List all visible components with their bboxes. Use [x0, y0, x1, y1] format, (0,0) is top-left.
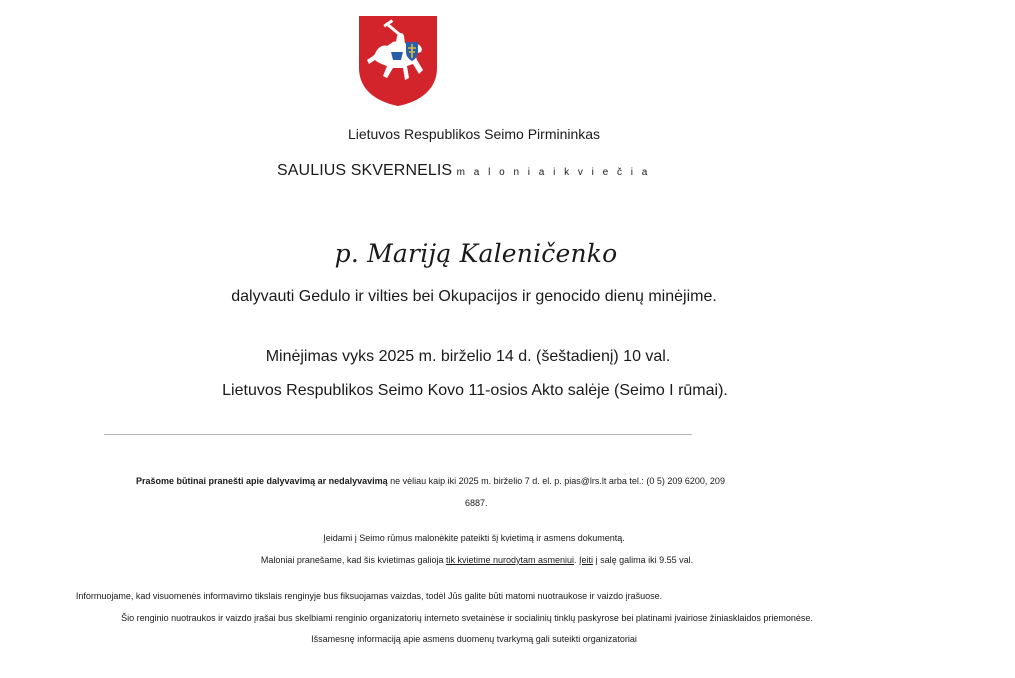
invites-text: m a l o n i a i k v i e č i a	[456, 167, 651, 178]
rsvp-note	[136, 476, 725, 486]
footer-line-1: Informuojame, kad visuomenės informavimo tikslais renginyje bus fiksuojamas vaizdas, todėl Jūs galite būti matomi nuotraukose ir vaizdo įrašuose.	[75, 591, 663, 601]
organization-title: Lietuvos Respublikos Seimo Pirmininkas	[347, 126, 601, 142]
rsvp-continuation: 6887.	[465, 498, 488, 508]
event-time: Minėjimas vyks 2025 m. birželio 14 d. (šeštadienį) 10 val.	[265, 348, 671, 365]
rsvp-bold: Prašome būtinai pranešti apie dalyvavimą ar nedalyvavimą	[136, 476, 388, 486]
validity-pre: Maloniai pranešame, kad šis kvietimas galioja	[260, 555, 446, 565]
validity-post: į salę galima iki 9.55 val.	[593, 555, 694, 565]
host-line	[277, 162, 650, 180]
rsvp-rest: ne vėliau kaip iki 2025 m. birželio 7 d. el. p. pias@lrs.lt arba tel.: (0 5) 209 6200, 209	[387, 476, 725, 486]
entry-note: Įeidami į Seimo rūmus malonėkite pateikti šį kvietimą ir asmens dokumentą.	[323, 533, 625, 543]
lithuanian-coat-of-arms-icon	[357, 14, 439, 108]
validity-mid: .	[574, 555, 580, 565]
event-purpose: dalyvauti Gedulo ir vilties bei Okupacijos ir genocido dienų minėjime.	[231, 288, 717, 305]
event-location: Lietuvos Respublikos Seimo Kovo 11-osios Akto salėje (Seimo I rūmai).	[222, 382, 728, 399]
validity-note	[261, 555, 693, 565]
validity-person: tik kvietime nurodytam asmeniui	[445, 555, 575, 565]
footer-line-2: Šio renginio nuotraukos ir vaizdo įrašai bus skelbiami renginio organizatorių interneto svetainėse ir socialinių tinklų paskyrose bei platinami įvairiose žiniasklaidos priemonėse.	[121, 613, 813, 623]
footer-line-3: Išsamesnę informaciją apie asmens duomenų tvarkymą gali suteikti organizatoriai	[311, 634, 637, 644]
divider	[104, 434, 692, 435]
validity-enter: Įeiti	[579, 555, 594, 565]
host-name: SAULIUS SKVERNELIS	[277, 162, 453, 179]
guest-name: p. Mariją Kaleničenko	[334, 239, 618, 268]
